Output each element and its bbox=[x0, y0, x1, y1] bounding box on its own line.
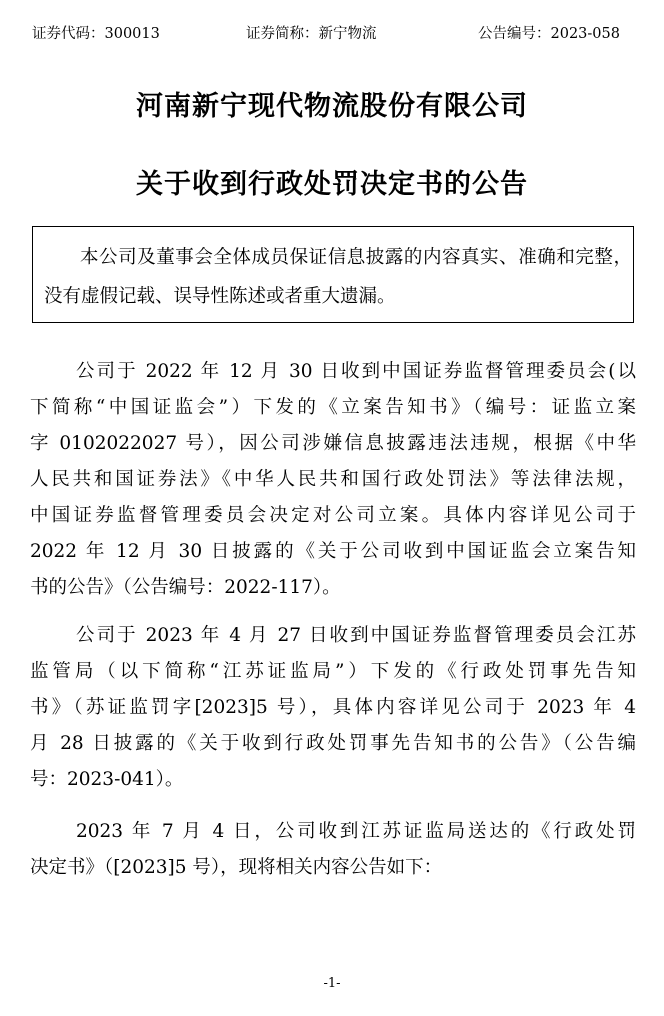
paragraph-line: 2023 年 7 月 4 日，公司收到江苏证监局送达的《行政处罚 bbox=[76, 821, 636, 842]
statement-line: 本公司及董事会全体成员保证信息披露的内容真实、准确和完整， bbox=[80, 247, 632, 268]
paragraph-line: 书》（苏证监罚字[2023]5 号），具体内容详见公司于 2023 年 4 bbox=[30, 697, 636, 718]
paragraph-line: 号：2023-041）。 bbox=[30, 769, 184, 790]
paragraph-line: 中国证券监督管理委员会决定对公司立案。具体内容详见公司于 bbox=[30, 505, 636, 526]
paragraph-line: 月 28 日披露的《关于收到行政处罚事先告知书的公告》（公告编 bbox=[30, 733, 636, 754]
header-stock-code: 证券代码：300013 bbox=[32, 26, 160, 42]
company-title: 河南新宁现代物流股份有限公司 bbox=[136, 91, 528, 122]
paragraph-line: 公司于 2023 年 4 月 27 日收到中国证券监督管理委员会江苏 bbox=[76, 625, 636, 646]
paragraph-line: 监管局（以下简称“江苏证监局”）下发的《行政处罚事先告知 bbox=[30, 661, 636, 682]
paragraph-line: 2022 年 12 月 30 日披露的《关于公司收到中国证监会立案告知 bbox=[30, 541, 636, 562]
paragraph-line: 字 0102022027 号），因公司涉嫌信息披露违法违规，根据《中华 bbox=[30, 433, 636, 454]
paragraph-line: 人民共和国证券法》《中华人民共和国行政处罚法》等法律法规， bbox=[30, 469, 636, 490]
header-notice-number: 公告编号：2023-058 bbox=[478, 26, 620, 42]
paragraph-line: 公司于 2022 年 12 月 30 日收到中国证券监督管理委员会(以 bbox=[76, 361, 636, 382]
statement-line: 没有虚假记载、误导性陈述或者重大遗漏。 bbox=[44, 286, 396, 307]
page-number: -1- bbox=[323, 976, 341, 991]
header-stock-name: 证券简称：新宁物流 bbox=[246, 26, 377, 42]
paragraph-line: 决定书》（[2023]5 号），现将相关内容公告如下： bbox=[30, 857, 443, 878]
paragraph-line: 下简称“中国证监会”）下发的《立案告知书》（编号：证监立案 bbox=[30, 397, 636, 418]
notice-title: 关于收到行政处罚决定书的公告 bbox=[136, 169, 528, 200]
paragraph-line: 书的公告》（公告编号：2022-117）。 bbox=[30, 577, 341, 598]
